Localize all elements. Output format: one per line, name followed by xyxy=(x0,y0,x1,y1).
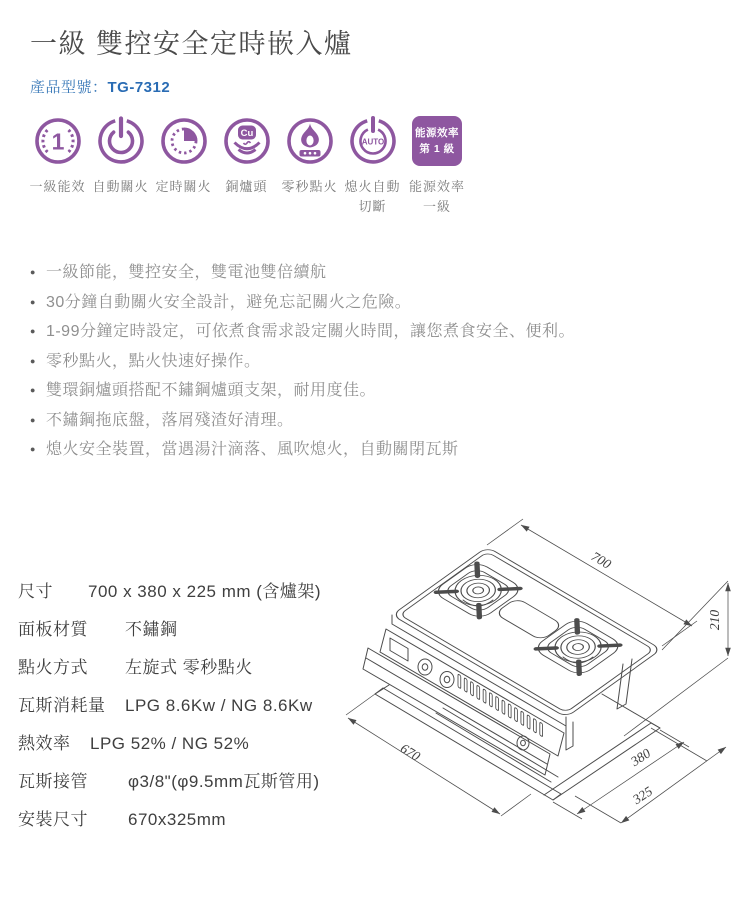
icon-label: 一級能效 xyxy=(29,179,86,194)
stove-line-drawing xyxy=(363,547,661,800)
feature-auto-off xyxy=(89,116,152,197)
model-number: TG-7312 xyxy=(107,79,171,96)
feature-auto-cutoff xyxy=(341,116,404,216)
icon-label: 定時關火 xyxy=(155,179,212,194)
dim-depth-label: 380 xyxy=(627,745,654,770)
spec-row-panel-material: 面板材質 不鏽鋼 xyxy=(18,620,178,639)
product-model-line xyxy=(30,76,170,97)
icon-label: 能源效率 一級 xyxy=(408,179,465,214)
auto-off-power-icon xyxy=(96,116,146,166)
spec-row-gas-consumption: 瓦斯消耗量 LPG 8.6Kw / NG 8.6Kw xyxy=(18,696,313,715)
feature-icons-row xyxy=(26,116,470,216)
feature-item: ● 雙環銅爐頭搭配不鏽鋼爐頭支架，耐用度佳。 xyxy=(30,376,575,406)
feature-item: ● 零秒點火，點火快速好操作。 xyxy=(30,347,575,377)
page-title: 一級 雙控安全定時嵌入爐 xyxy=(30,29,353,59)
svg-text:1: 1 xyxy=(51,128,64,155)
feature-energy-label xyxy=(404,116,470,216)
model-label: 產品型號： xyxy=(30,79,108,96)
dim-height-label: 210 xyxy=(707,609,722,631)
spec-row-gas-pipe: 瓦斯接管 φ3/8"(φ9.5mm瓦斯管用) xyxy=(18,772,320,791)
dim-install-width-label: 670 xyxy=(397,740,423,764)
copper-burner-icon xyxy=(222,116,272,166)
feature-item: ● 不鏽鋼拖底盤，落屑殘渣好清理。 xyxy=(30,406,575,436)
feature-item: ● 熄火安全裝置，當遇湯汁滴落、風吹熄火，自動關閉瓦斯 xyxy=(30,435,575,465)
efficiency-grade1-icon xyxy=(33,116,83,166)
timer-off-icon xyxy=(159,116,209,166)
icon-label: 零秒點火 xyxy=(281,179,338,194)
burner-right xyxy=(532,617,624,677)
burner-left xyxy=(432,560,524,620)
spec-table xyxy=(18,577,388,843)
dimension-lines xyxy=(346,519,728,823)
auto-cutoff-icon xyxy=(348,116,398,166)
dimension-diagram xyxy=(340,512,750,857)
feature-item: ● 一級節能，雙控安全，雙電池雙倍續航 xyxy=(30,258,575,288)
spec-row-efficiency: 熱效率 LPG 52% / NG 52% xyxy=(18,734,250,753)
feature-copper-burner xyxy=(215,116,278,197)
icon-label: 熄火自動 切斷 xyxy=(344,179,401,214)
svg-text:AUTO: AUTO xyxy=(361,137,384,147)
dim-width-label: 700 xyxy=(588,548,614,572)
feature-item: ● 1-99分鐘定時設定，可依煮食需求設定關火時間，讓您煮食安全、便利。 xyxy=(30,317,575,347)
icon-label: 自動關火 xyxy=(92,179,149,194)
feature-timer-off xyxy=(152,116,215,197)
feature-efficiency xyxy=(26,116,89,197)
spec-row-install-size: 安裝尺寸 670x325mm xyxy=(18,810,227,829)
feature-item: ● 30分鐘自動關火安全設計，避免忘記關火之危險。 xyxy=(30,288,575,318)
icon-label: 銅爐頭 xyxy=(225,179,268,194)
feature-list xyxy=(30,258,575,465)
svg-text:Cu: Cu xyxy=(240,128,253,139)
energy-label-badge: 能源效率 第 1 級 xyxy=(412,116,462,166)
dim-install-depth-label: 325 xyxy=(629,783,656,808)
spec-row-dimensions: 尺寸 700 x 380 x 225 mm (含爐架) xyxy=(18,582,322,601)
spec-row-ignition: 點火方式 左旋式 零秒點火 xyxy=(18,658,253,677)
quick-ignition-flame-icon xyxy=(285,116,335,166)
feature-quick-ignition xyxy=(278,116,341,197)
